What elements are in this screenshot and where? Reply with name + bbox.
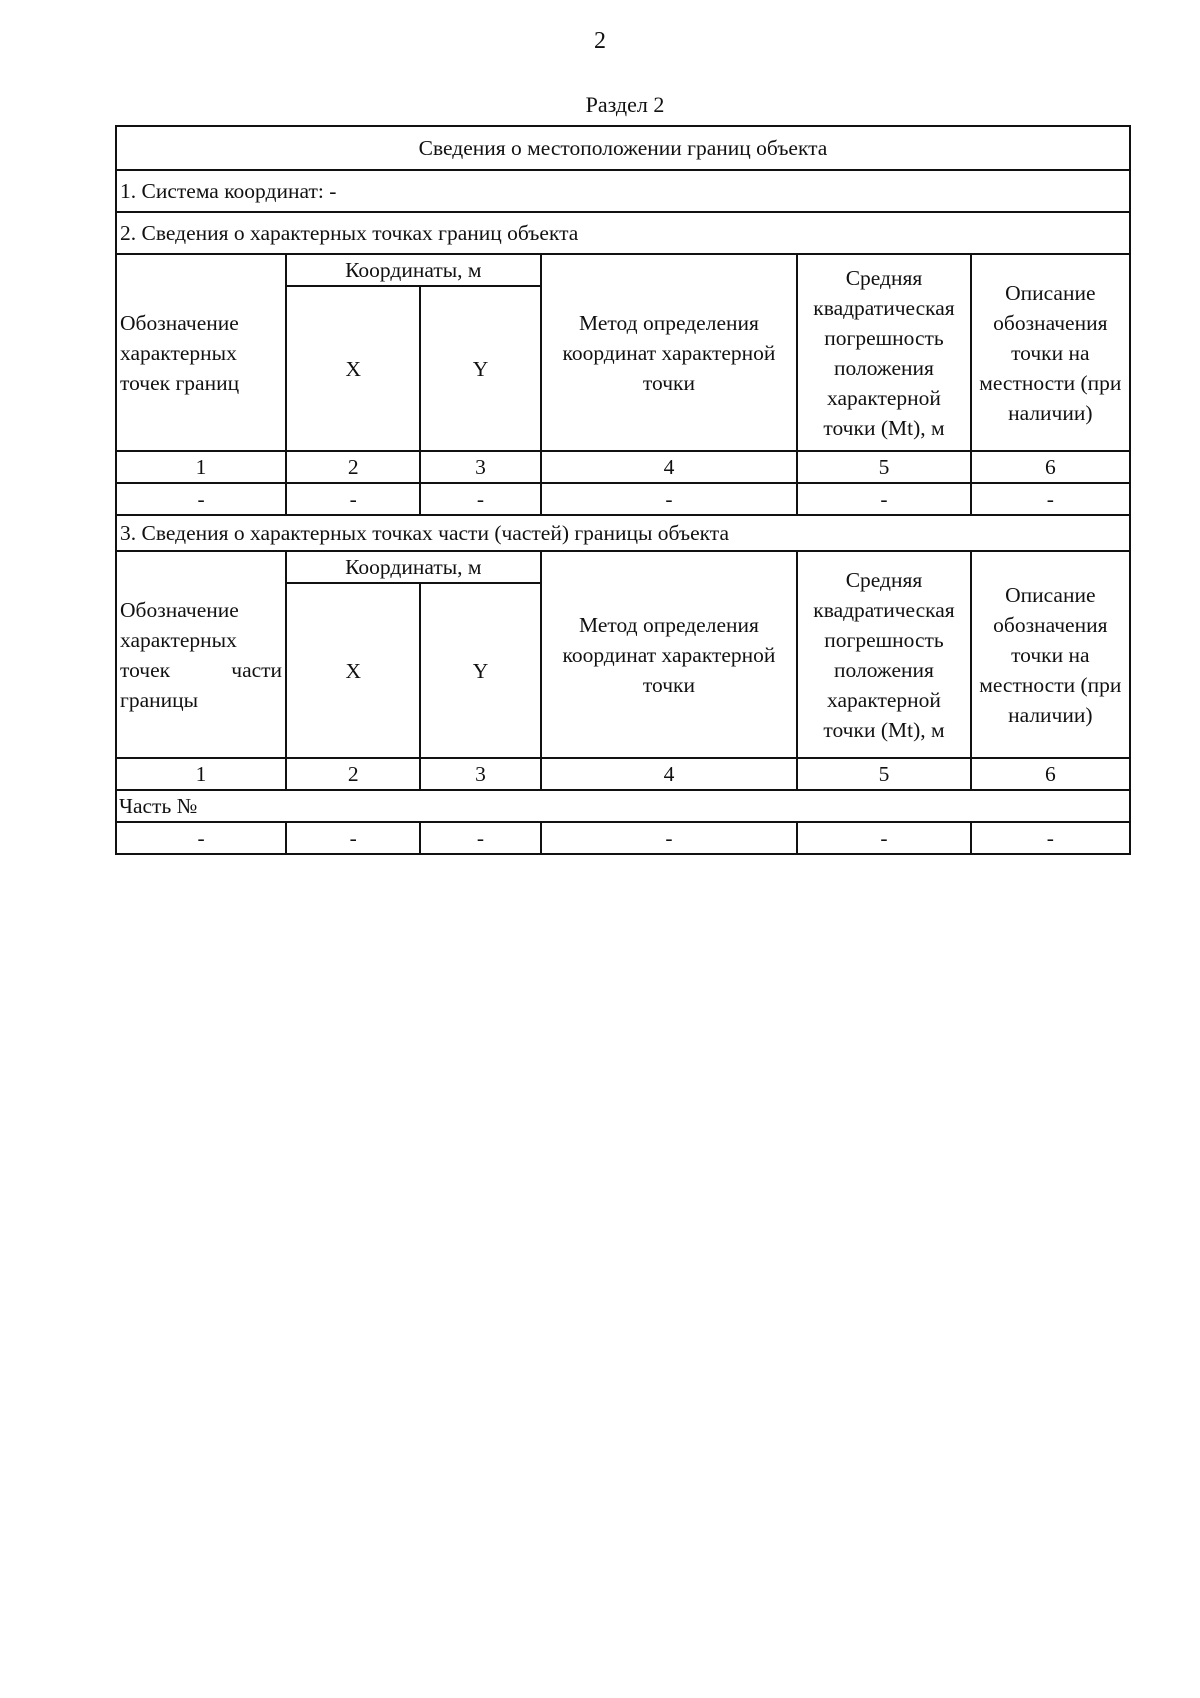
section2-cell: - bbox=[420, 483, 540, 515]
page-number: 2 bbox=[594, 28, 606, 54]
section3-x-header: X bbox=[286, 583, 420, 758]
section3-designation-header bbox=[116, 551, 286, 758]
section2-designation-header: Обозначение характерных точек границ bbox=[116, 254, 286, 451]
section3-designation-word: части bbox=[231, 657, 283, 682]
section2-heading-row bbox=[116, 212, 1130, 254]
section3-designation-line: Обозначение bbox=[120, 597, 239, 622]
section2-col-number: 1 bbox=[116, 451, 286, 483]
section2-y-header: Y bbox=[420, 286, 540, 451]
section3-error-header: Средняя квадратическая погрешность положения характерной точки (Mt), м bbox=[797, 551, 970, 758]
section2-cell: - bbox=[797, 483, 970, 515]
section3-col-number: 4 bbox=[541, 758, 798, 790]
section3-data-row bbox=[116, 822, 1130, 854]
coord-system-row bbox=[116, 170, 1130, 212]
section3-designation-word: точек bbox=[120, 657, 171, 682]
section2-cell: - bbox=[116, 483, 286, 515]
section2-heading: 2. Сведения о характерных точках границ объекта bbox=[116, 212, 1130, 254]
section2-numbering-row bbox=[116, 451, 1130, 483]
section3-coordinates-header: Координаты, м bbox=[286, 551, 541, 583]
part-label: Часть № bbox=[116, 790, 1130, 822]
section2-x-header: X bbox=[286, 286, 420, 451]
section2-col-number: 6 bbox=[971, 451, 1130, 483]
section2-cell: - bbox=[971, 483, 1130, 515]
section2-col-number: 5 bbox=[797, 451, 970, 483]
section3-cell: - bbox=[420, 822, 540, 854]
section2-description-header: Описание обозначения точки на местности (при наличии) bbox=[971, 254, 1130, 451]
section2-data-row bbox=[116, 483, 1130, 515]
section3-col-number: 1 bbox=[116, 758, 286, 790]
section3-y-header: Y bbox=[420, 583, 540, 758]
section3-cell: - bbox=[116, 822, 286, 854]
section3-designation-line: характерных bbox=[120, 627, 237, 652]
section3-col-number: 2 bbox=[286, 758, 420, 790]
section3-cell: - bbox=[541, 822, 798, 854]
table-title-row bbox=[116, 126, 1130, 170]
boundary-info-table bbox=[115, 125, 1131, 855]
part-label-row bbox=[116, 790, 1130, 822]
section3-header-row bbox=[116, 551, 1130, 583]
section2-header-row bbox=[116, 254, 1130, 286]
section3-cell: - bbox=[286, 822, 420, 854]
section2-cell: - bbox=[286, 483, 420, 515]
section3-designation-line: границы bbox=[120, 687, 199, 712]
section2-col-number: 3 bbox=[420, 451, 540, 483]
section2-error-header: Средняя квадратическая погрешность положения характерной точки (Mt), м bbox=[797, 254, 970, 451]
section2-col-number: 2 bbox=[286, 451, 420, 483]
section3-col-number: 6 bbox=[971, 758, 1130, 790]
section3-method-header: Метод определения координат характерной точки bbox=[541, 551, 798, 758]
section3-description-header: Описание обозначения точки на местности (при наличии) bbox=[971, 551, 1130, 758]
table-title: Сведения о местоположении границ объекта bbox=[116, 126, 1130, 170]
section3-cell: - bbox=[797, 822, 970, 854]
section3-designation-line bbox=[120, 655, 282, 685]
section2-method-header: Метод определения координат характерной точки bbox=[541, 254, 798, 451]
section3-cell: - bbox=[971, 822, 1130, 854]
coord-system: 1. Система координат: - bbox=[116, 170, 1130, 212]
section-label: Раздел 2 bbox=[585, 92, 665, 117]
section3-col-number: 3 bbox=[420, 758, 540, 790]
section3-heading: 3. Сведения о характерных точках части (частей) границы объекта bbox=[116, 515, 1130, 551]
section3-numbering-row bbox=[116, 758, 1130, 790]
section2-col-number: 4 bbox=[541, 451, 798, 483]
section2-coordinates-header: Координаты, м bbox=[286, 254, 541, 286]
section2-cell: - bbox=[541, 483, 798, 515]
section3-heading-row bbox=[116, 515, 1130, 551]
section3-col-number: 5 bbox=[797, 758, 970, 790]
